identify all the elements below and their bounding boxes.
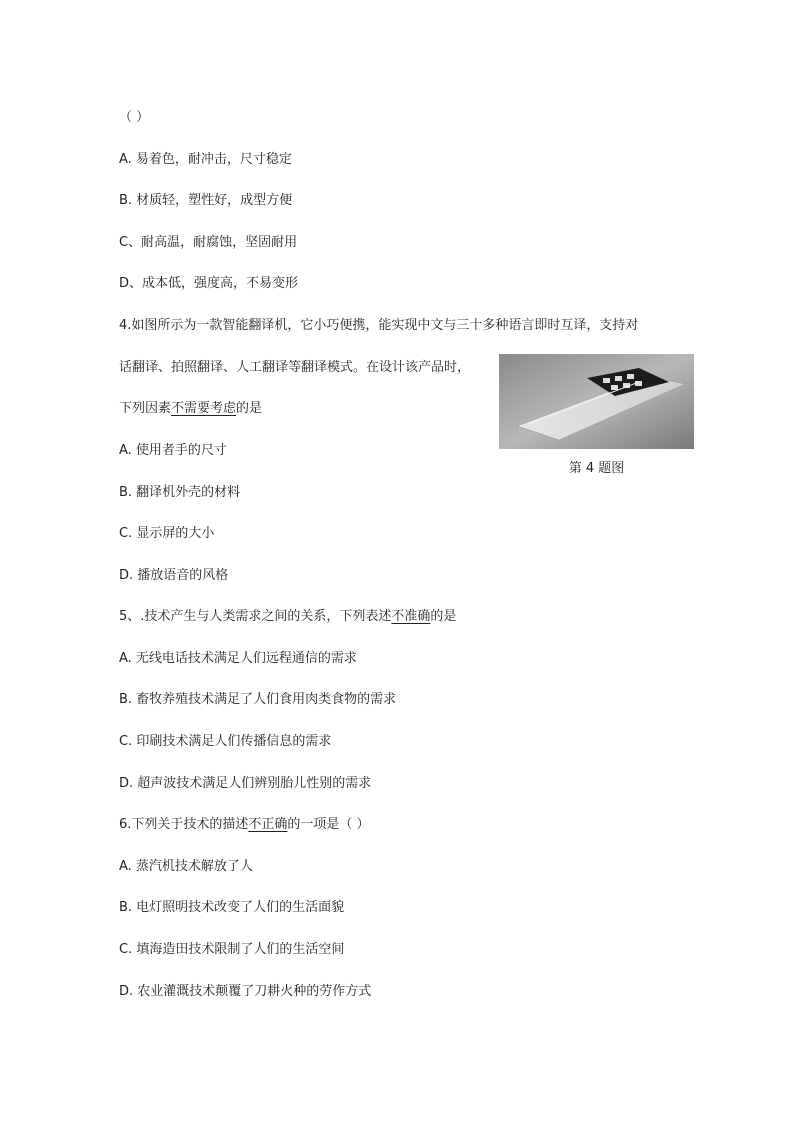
q4-stem-line2: 话翻译、拍照翻译、人工翻译等翻译模式。在设计该产品时，	[119, 360, 471, 375]
q5-option-d: D. 超声波技术满足人们辨别胎儿性别的需求	[119, 776, 372, 791]
q6-option-a: A. 蒸汽机技术解放了人	[119, 859, 253, 874]
q3-stem-tail: （ ）	[119, 110, 150, 125]
q4-stem-line3	[119, 400, 262, 418]
q6-stem-prefix: 6.下列关于技术的描述	[119, 817, 249, 832]
q5-stem-prefix: 5、.技术产生与人类需求之间的关系，下列表述	[119, 609, 392, 624]
q3-option-a: A. 易着色，耐冲击，尺寸稳定	[119, 152, 292, 167]
q5-stem-underlined: 不准确	[391, 609, 431, 624]
q3-option-d: D、成本低，强度高，不易变形	[119, 276, 299, 291]
q4-option-a: A. 使用者手的尺寸	[119, 443, 227, 458]
q6-stem-underlined: 不正确	[248, 817, 288, 832]
q5-stem-suffix: 的是	[430, 609, 457, 624]
q3-option-b: B. 材质轻，塑性好，成型方便	[119, 193, 293, 208]
q6-stem-suffix: 的一项是（ ）	[287, 817, 370, 832]
q6-option-b: B. 电灯照明技术改变了人们的生活面貌	[119, 900, 345, 915]
q4-stem-line1: 4.如图所示为一款智能翻译机，它小巧便携，能实现中文与三十多种语言即时互译，支持对	[119, 318, 639, 333]
q5-option-a: A. 无线电话技术满足人们远程通信的需求	[119, 651, 357, 666]
q6-option-c: C. 填海造田技术限制了人们的生活空间	[119, 942, 345, 957]
q3-option-c: C、耐高温，耐腐蚀，坚固耐用	[119, 235, 298, 250]
q4-option-c: C. 显示屏的大小	[119, 526, 215, 541]
q5-option-b: B. 畜牧养殖技术满足了人们食用肉类食物的需求	[119, 692, 397, 707]
q4-stem-line3-suffix: 的是	[236, 401, 263, 416]
q4-option-b: B. 翻译机外壳的材料	[119, 485, 241, 500]
q4-figure-caption: 第 4 题图	[568, 461, 625, 476]
q4-option-d: D. 播放语音的风格	[119, 568, 229, 583]
q5-option-c: C. 印刷技术满足人们传播信息的需求	[119, 734, 332, 749]
q4-figure-translator-photo	[499, 354, 694, 449]
q6-option-d: D. 农业灌溉技术颠覆了刀耕火种的劳作方式	[119, 984, 372, 999]
q4-stem-underlined: 不需要考虑	[171, 401, 237, 416]
q6-stem	[119, 816, 370, 834]
q5-stem	[119, 608, 456, 626]
q4-stem-line3-prefix: 下列因素	[119, 401, 172, 416]
